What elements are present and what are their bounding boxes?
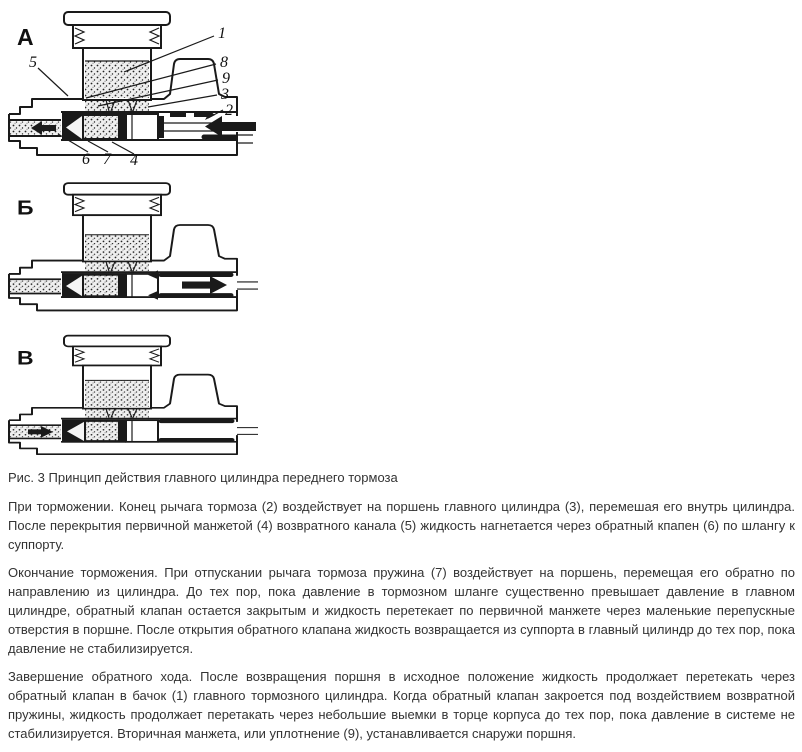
- paragraph-braking: При торможении. Конец рычага тормоза (2) воздействует на поршень главного цилиндра (3), перемешая его внутрь цилиндра. После перекрытия первичной манжетой (4) возвратного канала (5) жидкость нагнетается через обратный кпапен (6) по шлангу к суппорту.: [8, 499, 795, 552]
- reservoir-fluid: [85, 61, 149, 98]
- callout-4: 4: [130, 152, 138, 168]
- reservoir-cap: [64, 336, 170, 366]
- reservoir-fluid: [85, 380, 149, 407]
- callout-1: 1: [218, 25, 226, 42]
- figure-caption: Рис. 3 Принцип действия главного цилиндра переднего тормоза: [8, 470, 398, 485]
- figure-text-block: [8, 468, 795, 752]
- chamber-fluid: [84, 116, 118, 138]
- supply-passage: [85, 101, 149, 111]
- secondary-seal: [158, 116, 164, 138]
- callout-7: 7: [103, 151, 111, 168]
- piston: [126, 114, 158, 140]
- figure-v-return-diagram: [6, 329, 258, 465]
- figure-a-label: А: [17, 24, 34, 50]
- paragraph-brake-release: Окончание торможения. При отпускании рычага тормоза пружина (7) воздействует на поршень, перемещая его обратно по направлению из цилиндра. До тех пор, пока давление в тормозном шланге существенно превышает давление в главном цилиндре, обратный клапан остается закрытым и жидкость перетекает по первичной манжете через маленькие перепускные отверстия в поршне. После открытия обратного клапана жидкость возвращается из суппорта в главный цилиндр до тех пор, пока давление не стабилизируется.: [8, 565, 795, 656]
- reservoir-cap: [64, 183, 170, 215]
- figure-b-label: Б: [17, 195, 34, 219]
- outlet-fluid: [10, 281, 61, 293]
- lever-rod-lines: [237, 282, 258, 289]
- reservoir-cap: [64, 12, 170, 48]
- callout-8: 8: [220, 54, 228, 71]
- callout-6: 6: [82, 151, 90, 168]
- return-stroke-arrow-icon: [182, 276, 227, 294]
- figure-v-label: В: [17, 348, 34, 370]
- figure-a-braking-diagram: [6, 4, 258, 168]
- piston: [126, 420, 158, 442]
- callout-3: 3: [221, 86, 229, 103]
- callout-5: 5: [29, 54, 37, 71]
- lever-rod-lines: [237, 428, 258, 435]
- reservoir-fluid: [85, 235, 149, 260]
- fluid-reservoir: [83, 48, 151, 100]
- fluid-reservoir: [83, 215, 151, 261]
- piston-assembly: [62, 419, 258, 442]
- callout-2: 2: [225, 102, 233, 119]
- fluid-reservoir: [83, 365, 151, 408]
- figure-b-release-diagram: [6, 176, 258, 322]
- piston-assembly: [62, 270, 258, 299]
- input-force-arrow-icon: [205, 116, 256, 137]
- paragraph-return-stroke: Завершение обратного хода. После возвращения поршня в исходное положение жидкость продолжает перетекать через обратный клапан в бачок (1) главного тормозного цилиндра. Когда обратный клапан закроется под воздействием возвратной пружины, жидкость продолжает перетакать через небольшие выемки в торце корпуса до тех пор, пока давление в системе не стабилизируется. Вторичная манжета, или уплотнение (9), устанавливается снаружи поршня.: [8, 669, 795, 741]
- callout-9: 9: [222, 70, 230, 87]
